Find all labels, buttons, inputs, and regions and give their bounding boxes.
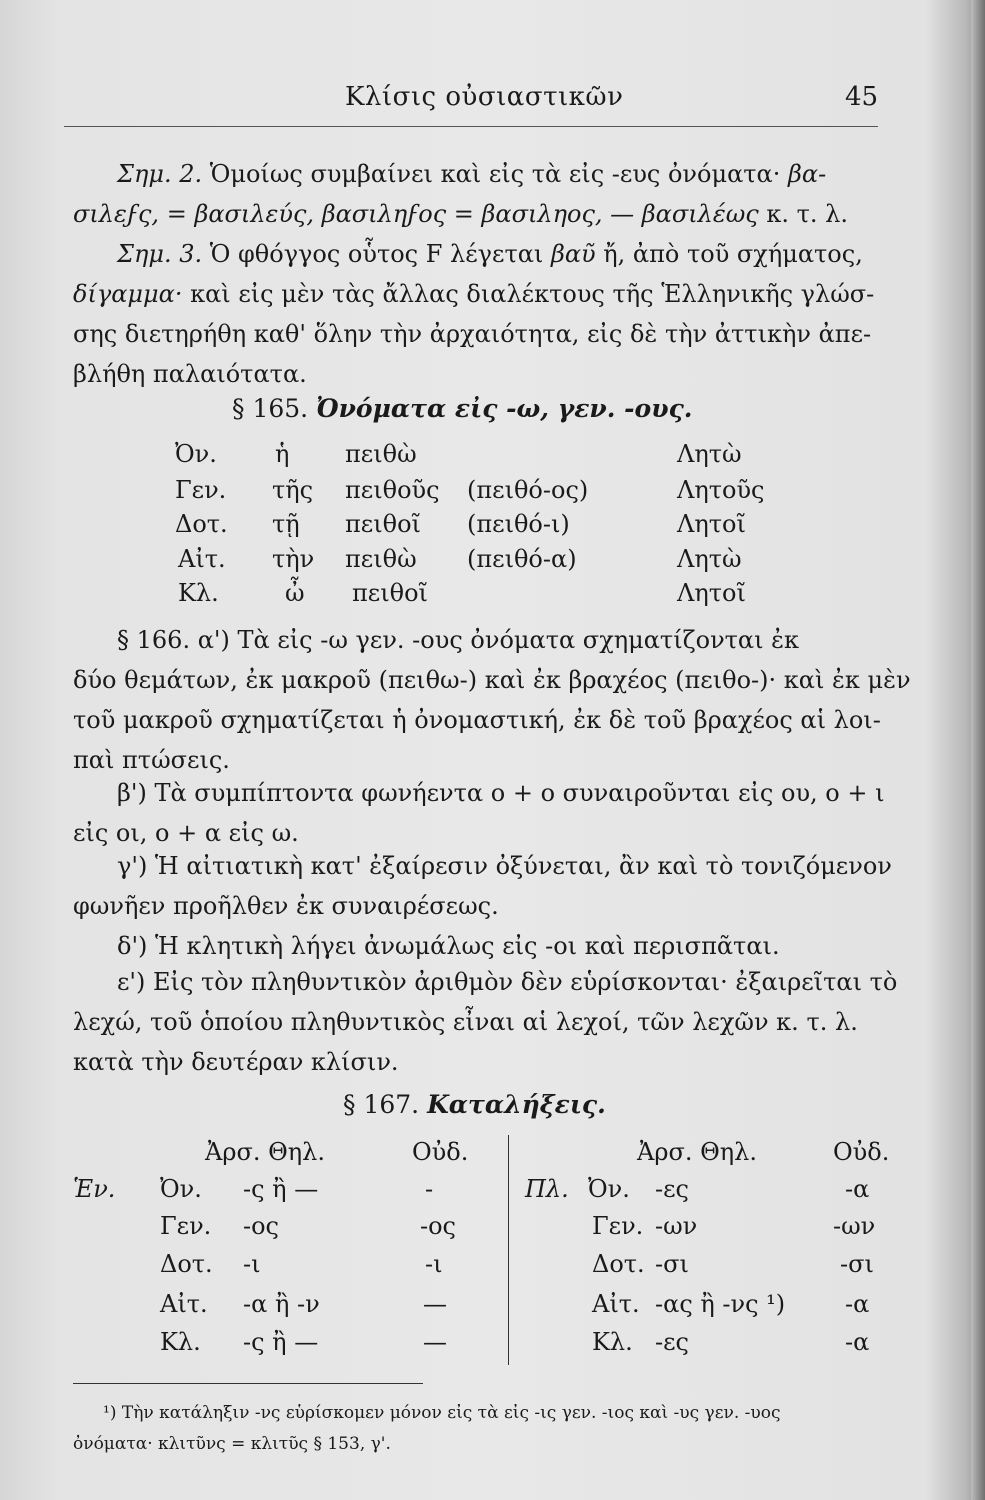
note-text: ἤ, ἀπὸ τοῦ σχήματος, [595,240,863,268]
note-2-line-2 [73,194,883,234]
section-166-c [73,846,892,926]
case-label: Δοτ. [160,1250,213,1278]
word-form: πειθοῖ [352,579,428,607]
case-label: Κλ. [160,1328,201,1356]
section-166-e [73,962,898,1082]
note-3-line-2 [73,274,883,314]
note-text-italic: βασιλεύς, βασιληϝος = βασιληος, — βασιλέως [194,200,759,228]
ending-neuter: -σι [840,1250,874,1278]
note-3-line-3: σης διετηρήθη καθ' ὅλην τὴν ἀρχαιότητα, εἰς δὲ τὴν ἀττικὴν ἀπε- [73,320,872,348]
ending-masc-fem: -ι [243,1250,261,1278]
article: ἡ [275,440,290,468]
footnote-line: ὀνόματα· κλιτῦνς = κλιτῦς § 153, γ'. [73,1434,391,1454]
header-rule [64,126,878,127]
article: τὴν [272,545,315,573]
note-text: κ. τ. λ. [758,200,849,228]
ending-neuter: -α [845,1328,870,1356]
note-label: Σημ. 2. [117,160,203,188]
original-form: (πειθό-ι) [467,510,570,538]
ending-neuter: — [423,1328,447,1356]
ending-masc-fem: -ων [655,1212,698,1240]
footnote-rule [73,1383,423,1384]
para-line: δύο θεμάτων, ἐκ μακροῦ (πειθω-) καὶ ἐκ βραχέος (πειθο-)· καὶ ἐκ μὲν [73,666,911,694]
note-3-line-4: βλήθη παλαιότατα. [73,360,307,388]
name-form: Λητοῖ [677,510,746,538]
case-label: Γεν. [160,1212,212,1240]
case-label: Κλ. [592,1328,633,1356]
original-form: (πειθό-ος) [467,476,589,504]
note-2 [73,154,883,234]
section-166-a [73,620,911,780]
ending-masc-fem: -ος [243,1212,279,1240]
name-form: Λητὼ [677,440,742,468]
case-label: Γεν. [175,476,227,504]
footnote [73,1398,781,1460]
para-line: § 166. α') Τὰ εἰς -ω γεν. -ους ὀνόματα σχηματίζονται ἐκ [117,626,800,654]
ending-masc-fem: -ς ἢ — [243,1175,319,1203]
column-header-masc-fem: Ἀρσ. Θηλ. [205,1138,325,1166]
para-line: παὶ πτώσεις. [73,746,230,774]
ending-neuter: -α [845,1175,870,1203]
case-label: Αἰτ. [160,1290,208,1318]
para-line: εἰς οι, ο + α εἰς ω. [73,819,299,847]
ending-masc-fem: -ας ἢ -νς ¹) [655,1290,786,1318]
ending-neuter: -ων [833,1212,876,1240]
case-label: Ὀν. [588,1175,630,1203]
ending-neuter: -ος [420,1212,456,1240]
case-label: Ὀν. [175,440,217,468]
note-text-italic: σιλεϝς, [73,200,160,228]
para-line: β') Τὰ συμπίπτοντα φωνήεντα ο + ο συναιροῦνται εἰς ου, ο + ι [117,779,885,807]
section-title: Ὀνόματα εἰς -ω, γεν. -ους. [316,394,693,423]
name-form: Λητοῦς [677,476,765,504]
para-line: τοῦ μακροῦ σχηματίζεται ἡ ὀνομαστική, ἐκ δὲ τοῦ βραχέος αἱ λοι- [73,706,881,734]
ending-masc-fem: -ες [655,1175,689,1203]
para-line: γ') Ἡ αἰτιατικὴ κατ' ἐξαίρεσιν ὀξύνεται, ἂν καὶ τὸ τονιζόμενον [117,852,892,880]
article: τῇ [272,510,300,538]
column-header-neuter: Οὐδ. [833,1138,890,1166]
section-number: § 165. [232,394,309,423]
ending-neuter: — [423,1290,447,1318]
case-label: Αἰτ. [592,1290,640,1318]
case-label: Αἰτ. [178,545,226,573]
note-text-italic: βα- [788,160,827,188]
ending-masc-fem: -ς ἢ — [243,1328,319,1356]
ending-neuter: -α [845,1290,870,1318]
plural-label: Πλ. [525,1175,569,1203]
column-header-masc-fem: Ἀρσ. Θηλ. [637,1138,757,1166]
word-form: πειθοῖ [345,510,421,538]
ending-masc-fem: -ες [655,1328,689,1356]
note-2-line-1 [73,154,883,194]
section-165-heading [232,394,693,423]
section-167-heading [343,1090,606,1119]
note-text: Ὁ φθόγγος οὗτος F λέγεται [202,240,551,268]
original-form: (πειθό-α) [467,545,577,573]
article: τῆς [272,476,314,504]
note-text-italic: δίγαμμα· [73,280,183,308]
note-text-italic: βαῦ [550,240,596,268]
section-title: Καταλήξεις. [427,1090,606,1119]
section-166-d [73,926,883,966]
ending-neuter: - [425,1175,434,1203]
note-3-line-1 [73,234,883,274]
para-line: δ') Ἡ κλητικὴ λήγει ἀνωμάλως εἰς -οι καὶ περισπᾶται. [117,932,780,960]
case-label: Δοτ. [175,510,228,538]
name-form: Λητὼ [677,545,742,573]
para-line: ε') Εἰς τὸν πληθυντικὸν ἀριθμὸν δὲν εὑρίσκονται· ἐξαιρεῖται τὸ [117,968,898,996]
running-header-title: Κλίσις οὐσιαστικῶν [345,82,624,112]
page-number: 45 [845,82,879,112]
case-label: Κλ. [178,579,219,607]
ending-masc-fem: -σι [655,1250,689,1278]
word-form: πειθὼ [345,440,417,468]
book-spine-shadow [971,0,985,1500]
footnote-line: ¹) Τὴν κατάληξιν -νς εὑρίσκομεν μόνον εἰς τὰ εἰς -ις γεν. -ιος καὶ -υς γεν. -υος [103,1403,781,1423]
article: ὦ [285,579,305,607]
case-label: Δοτ. [592,1250,645,1278]
singular-label: Ἑν. [73,1175,116,1203]
note-text: = [159,200,195,228]
case-label: Ὀν. [160,1175,202,1203]
column-header-neuter: Οὐδ. [412,1138,469,1166]
note-text: καὶ εἰς μὲν τὰς ἄλλας διαλέκτους τῆς Ἑλληνικῆς γλώσ- [182,280,875,308]
note-text: Ὁμοίως συμβαίνει καὶ εἰς τὰ εἰς -ευς ὀνόματα· [202,160,789,188]
para-line: λεχώ, τοῦ ὁποίου πληθυντικὸς εἶναι αἱ λεχοί, τῶν λεχῶν κ. τ. λ. [73,1008,858,1036]
note-3 [73,234,883,394]
word-form: πειθὼ [345,545,417,573]
para-line: κατὰ τὴν δευτέραν κλίσιν. [73,1048,399,1076]
word-form: πειθοῦς [345,476,440,504]
note-label: Σημ. 3. [117,240,203,268]
table-divider [508,1135,509,1365]
ending-masc-fem: -α ἢ -ν [243,1290,320,1318]
section-166-b [73,773,883,853]
case-label: Γεν. [592,1212,644,1240]
ending-neuter: -ι [425,1250,443,1278]
para-line: φωνῆεν προῆλθεν ἐκ συναιρέσεως. [73,892,499,920]
section-number: § 167. [343,1090,420,1119]
name-form: Λητοῖ [677,579,746,607]
